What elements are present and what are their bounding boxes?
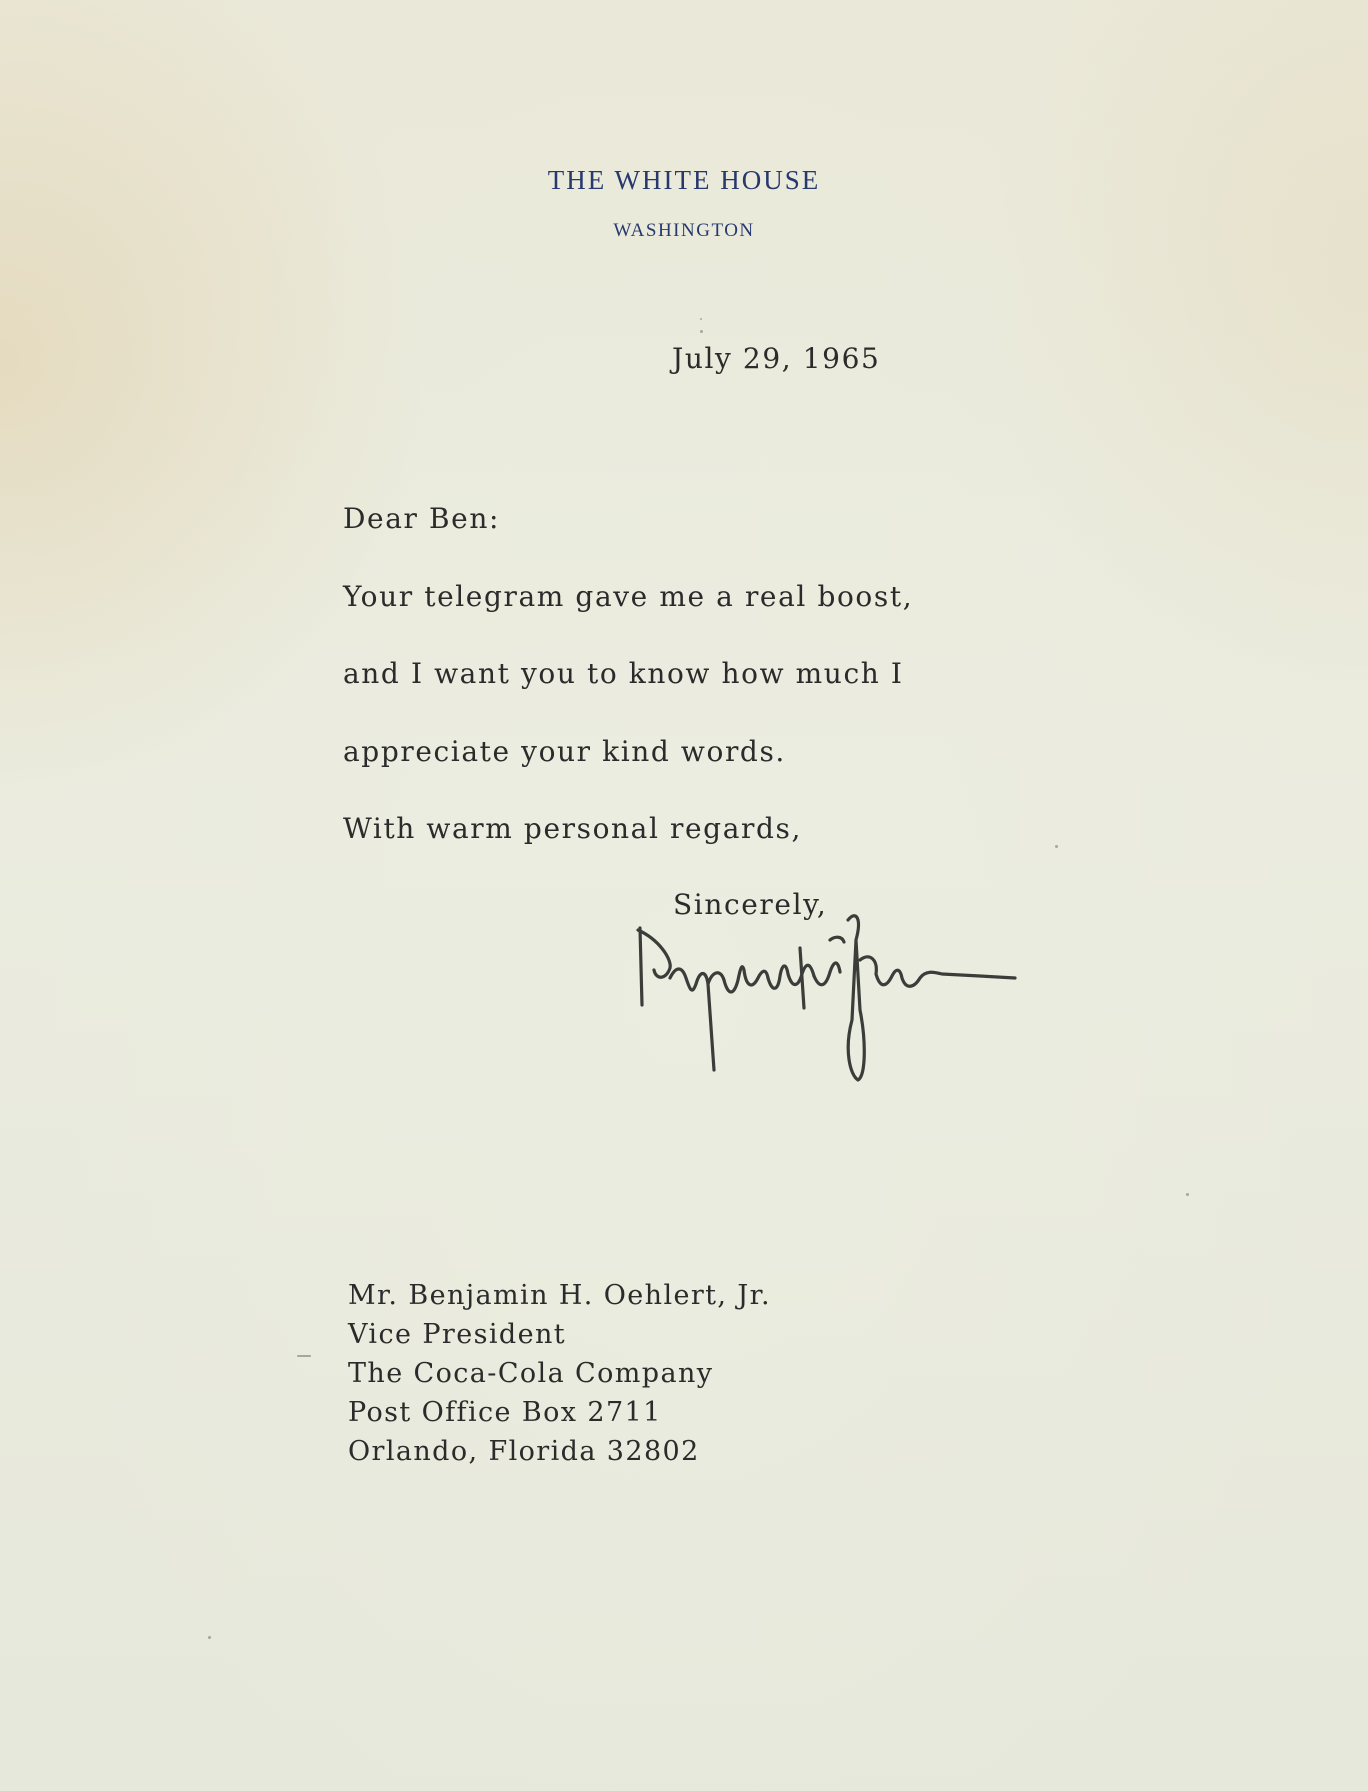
signature-stroke	[724, 967, 768, 992]
signature-stroke	[800, 948, 804, 1008]
address-line: Post Office Box 2711	[348, 1397, 662, 1428]
signature-stroke	[670, 969, 724, 1070]
signature-stroke	[638, 928, 670, 1005]
body-line: appreciate your kind words.	[343, 735, 786, 768]
paper-speck	[297, 1355, 311, 1357]
paper-speck	[1186, 1193, 1189, 1196]
salutation: Dear Ben:	[343, 502, 501, 535]
paper-speck	[700, 330, 703, 333]
signature-stroke	[830, 937, 844, 942]
recipient-address	[348, 1276, 771, 1471]
address-line: The Coca-Cola Company	[348, 1358, 714, 1389]
signature-stroke	[768, 965, 814, 988]
paper-speck	[1055, 845, 1058, 848]
handwritten-signature	[630, 900, 1020, 1100]
signature-stroke	[860, 957, 1015, 986]
paper-speck	[208, 1636, 211, 1639]
closing-line: With warm personal regards,	[343, 812, 802, 845]
body-line: Your telegram gave me a real boost,	[343, 580, 914, 613]
address-line: Vice President	[348, 1319, 566, 1350]
signoff: Sincerely,	[673, 888, 828, 921]
signature-stroke	[814, 963, 840, 985]
letterhead-title: THE WHITE HOUSE	[547, 165, 821, 195]
paper-speck	[700, 318, 702, 320]
address-line: Orlando, Florida 32802	[348, 1436, 700, 1467]
letterhead-location: WASHINGTON	[613, 220, 755, 241]
letter-date: July 29, 1965	[672, 342, 881, 375]
address-line: Mr. Benjamin H. Oehlert, Jr.	[348, 1280, 771, 1311]
signature-stroke	[848, 916, 864, 1080]
body-line: and I want you to know how much I	[343, 657, 904, 690]
